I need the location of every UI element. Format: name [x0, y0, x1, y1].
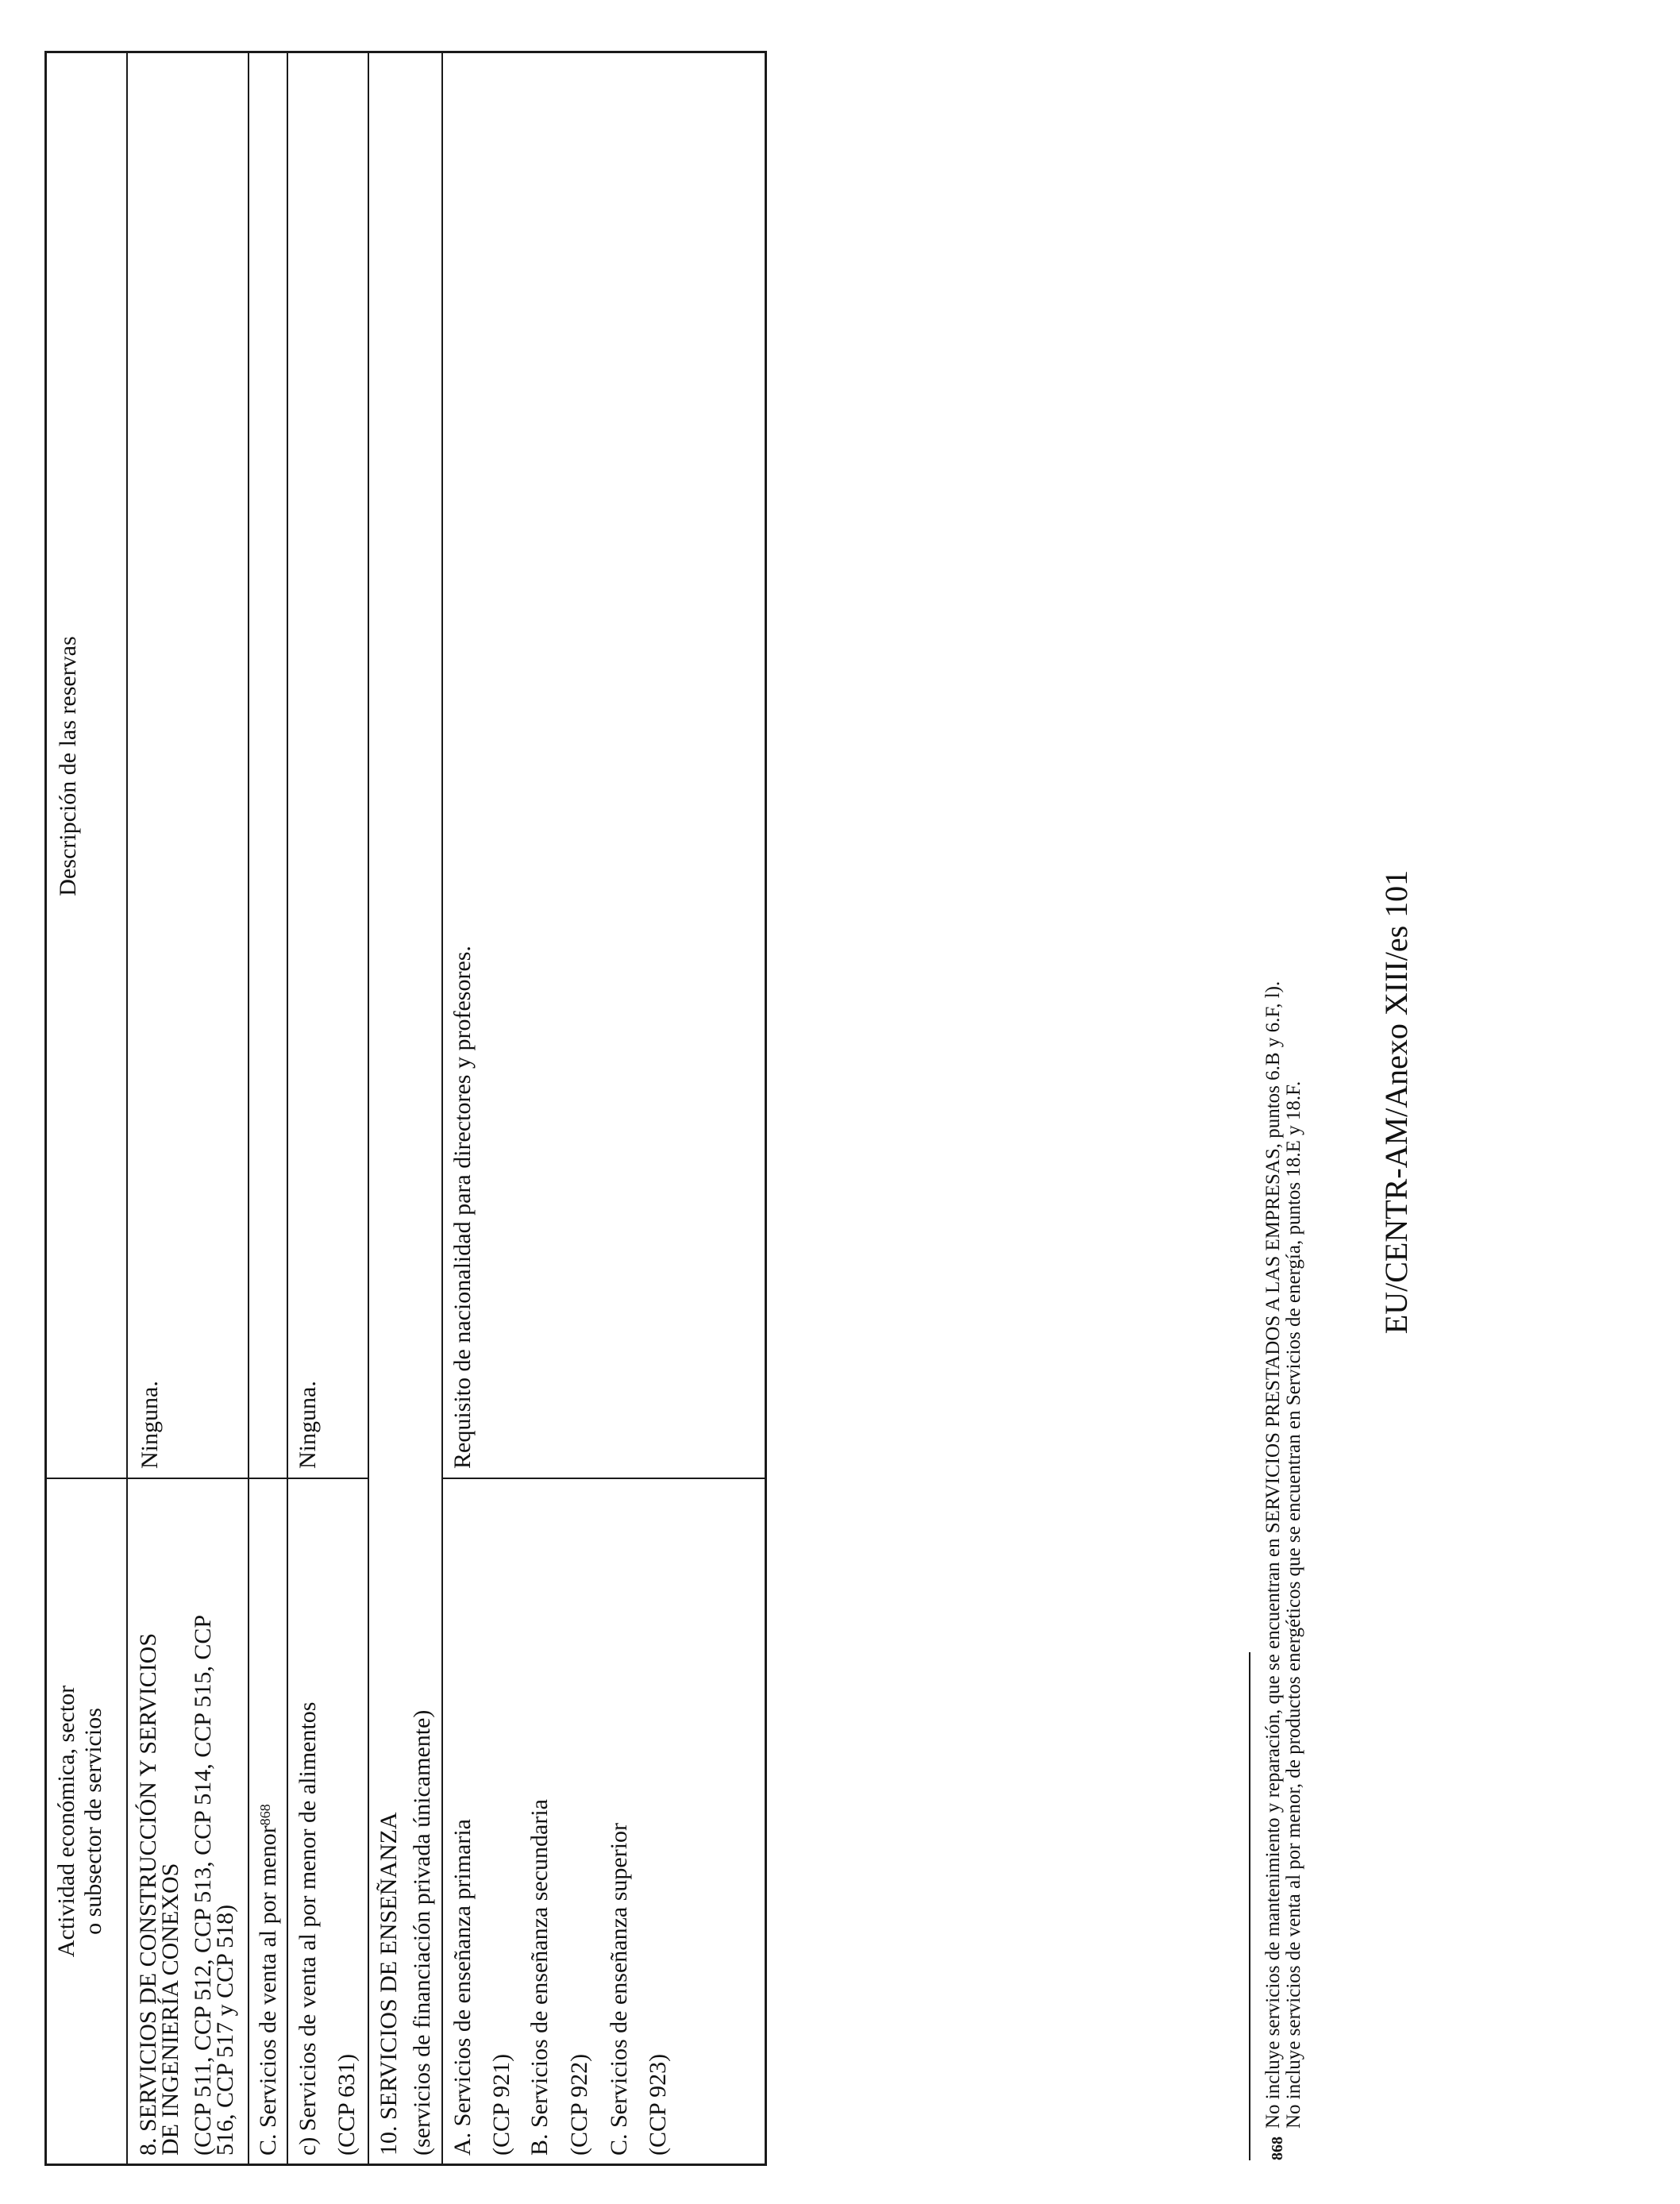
higher-education: C. Servicios de enseñanza superior: [606, 1822, 632, 2156]
row-divider: [441, 53, 443, 2164]
header-activity-line1: Actividad económica, sector: [53, 1685, 79, 1958]
construction-codes-line2: 516, CCP 517 y CCP 518): [212, 1904, 238, 2156]
food-retail-code: (CCP 631): [333, 2053, 360, 2156]
construction-codes-line1: (CCP 511, CCP 512, CCP 513, CCP 514, CCP 515, CCP: [190, 1614, 216, 2156]
row-divider: [248, 53, 249, 2164]
construction-title-line1: 8. SERVICIOS DE CONSTRUCCIÓN Y SERVICIOS: [135, 1632, 161, 2156]
header-activity: [53, 1479, 107, 2164]
education-title: 10. SERVICIOS DE ENSEÑANZA: [376, 1812, 402, 2156]
footnote-line2: No incluye servicios de venta al por menor, de productos energéticos que se encuentran en Servicios de energía, puntos 18.E y 18.F.: [1283, 1081, 1304, 2129]
construction-title-line2: DE INGENIERÍA CONEXOS: [157, 1863, 183, 2156]
header-activity-line2: o subsector de servicios: [80, 1708, 106, 1935]
higher-education-code: (CCP 923): [645, 2053, 671, 2156]
food-retail-title: c) Servicios de venta al por menor de alimentos: [295, 1701, 321, 2156]
primary-education: A. Servicios de enseñanza primaria: [449, 1819, 476, 2156]
footnote-number: 868: [1269, 2137, 1286, 2160]
row-divider: [126, 53, 128, 2164]
footnote-separator: [1249, 1652, 1250, 2160]
column-divider: [441, 1478, 767, 1479]
secondary-education-code: (CCP 922): [566, 2053, 592, 2156]
footnote-line1: No incluye servicios de mantenimiento y reparación, que se encuentran en SERVICIOS PRESTADOS A LAS EMPRESAS, puntos 6.B y 6.F, l).: [1262, 981, 1284, 2129]
food-retail-reservation: Ninguna.: [295, 1381, 321, 1469]
education-reservation: Requisito de nacionalidad para directores y profesores.: [449, 946, 476, 1469]
primary-education-code: (CCP 921): [488, 2053, 514, 2156]
retail-title-text: C. Servicios de venta al por menor: [255, 1825, 281, 2156]
education-subtitle: (servicios de financiación privada únicamente): [409, 1709, 435, 2156]
header-reservations: Descripción de las reservas: [55, 636, 81, 896]
page-identifier: EU/CENTR-AM/Anexo XIII/es 101: [1378, 869, 1414, 1335]
reservations-table: [44, 51, 767, 2166]
footnote-ref: 868: [257, 1804, 273, 1826]
retail-title: [255, 1804, 282, 2156]
construction-reservation: Ninguna.: [137, 1381, 163, 1469]
row-divider: [287, 53, 288, 2164]
row-divider: [368, 53, 369, 2164]
secondary-education: B. Servicios de enseñanza secundaria: [526, 1799, 553, 2156]
